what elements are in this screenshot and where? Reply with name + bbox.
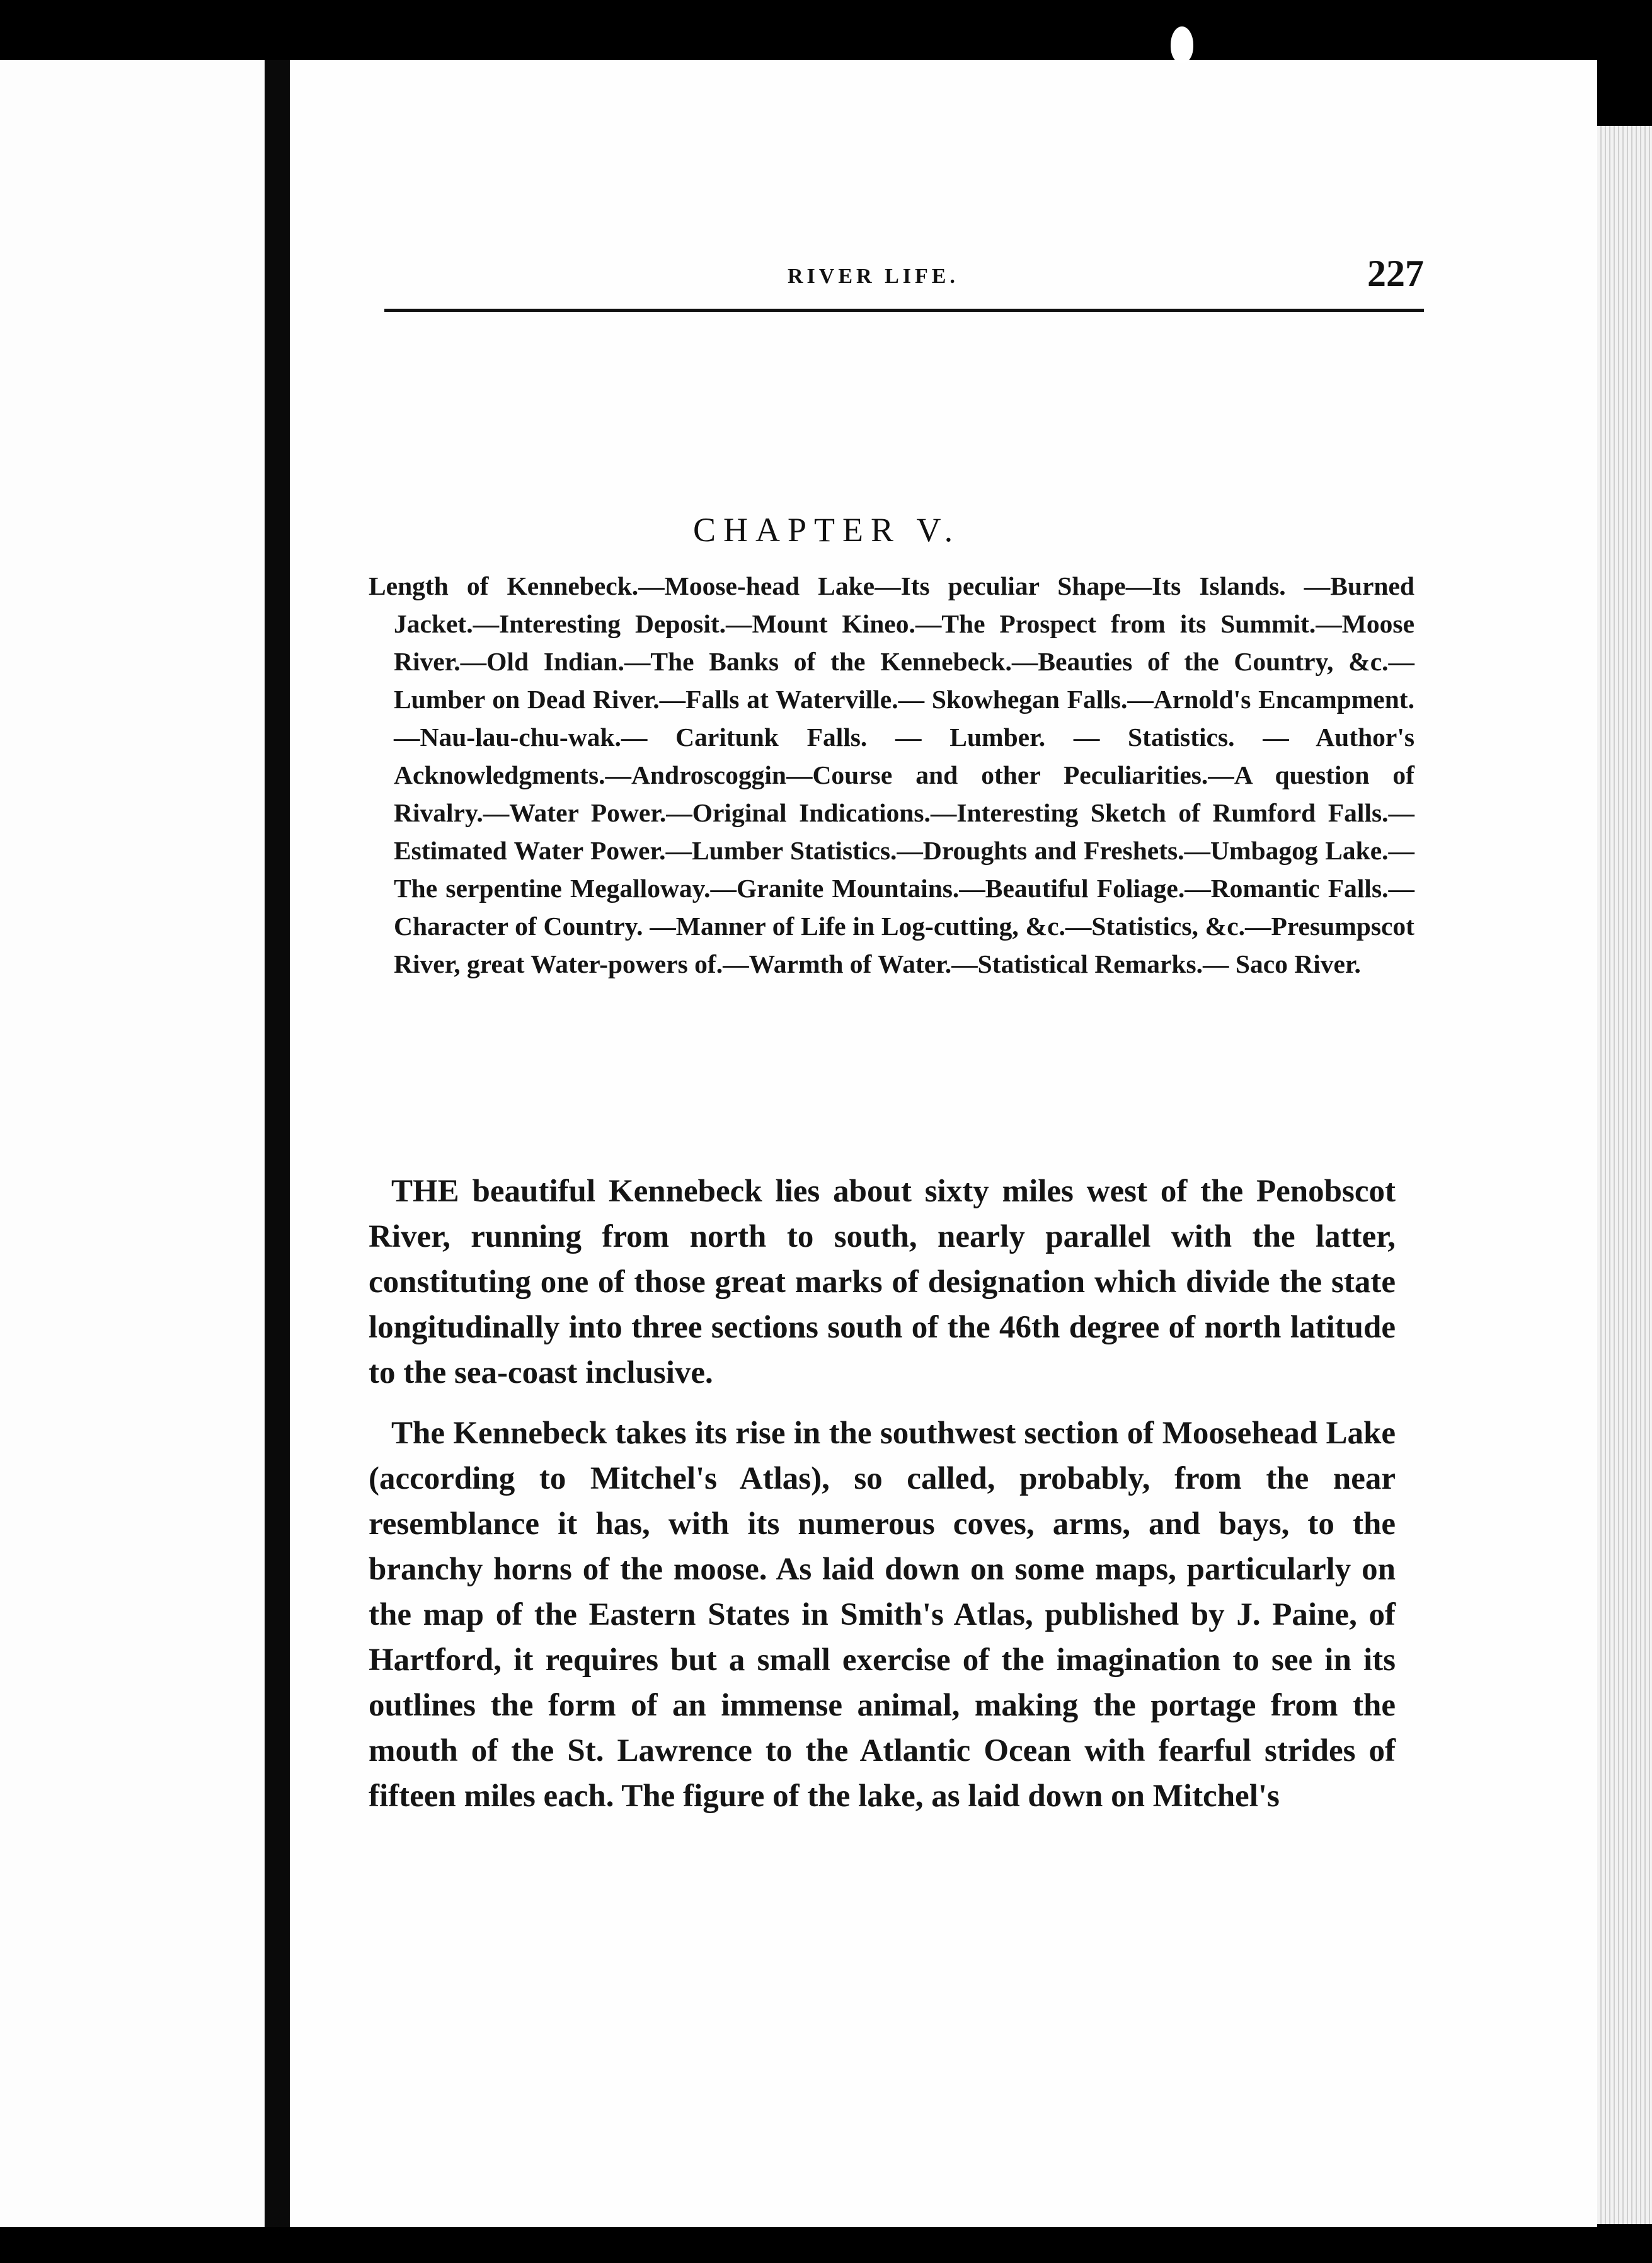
chapter-title: CHAPTER V. [693, 511, 961, 549]
chapter-synopsis: Length of Kennebeck.—Moose-head Lake—Its peculiar Shape—Its Islands. —Burned Jacket.—Interesting Deposit.—Mount Kineo.—The Prospect from its Summit.—Moose River.—Old Indian.—The Banks of the Kennebeck.—Beauties of the Country, &c.—Lumber on Dead River.—Falls at Waterville.— Skowhegan Falls.—Arnold's Encampment.—Nau-lau-chu-wak.— Caritunk Falls. — Lumber. — Statistics. — Author's Acknowledgments.—Androscoggin—Course and other Peculiarities.—A question of Rivalry.—Water Power.—Original Indications.—Interesting Sketch of Rumford Falls.—Estimated Water Power.—Lumber Statistics.—Droughts and Freshets.—Umbagog Lake.—The serpentine Megalloway.—Granite Mountains.—Beautiful Foliage.—Romantic Falls.—Character of Country. —Manner of Life in Log-cutting, &c.—Statistics, &c.—Presumpscot River, great Water-powers of.—Warmth of Water.—Statistical Remarks.— Saco River. [369, 571, 1414, 978]
running-head: RIVER LIFE. [788, 265, 959, 288]
paragraph: THE beautiful Kennebeck lies about sixty miles west of the Penobscot River, running from north to south, nearly parallel with the latter, constituting one of those great marks of designation which divide the state longitudinally into three sections south of the 46th degree of north latitude to the sea-coast inclusive. [369, 1174, 1396, 1390]
book-gutter [265, 60, 290, 2227]
body-text [369, 1169, 1396, 1834]
page-header [384, 246, 1424, 321]
paragraph: The Kennebeck takes its rise in the southwest section of Moosehead Lake (according to Mitchel's Atlas), so called, probably, from the near resemblance it has, with its numerous coves, arms, and bays, to the branchy horns of the moose. As laid down on some maps, particularly on the map of the Eastern States in Smith's Atlas, published by J. Paine, of Hartford, it requires but a small exercise of the imagination to see in its outlines the form of an immense animal, making the portage from the mouth of the St. Lawrence to the Atlantic Ocean with fearful strides of fifteen miles each. The figure of the lake, as laid down on Mitchel's [369, 1416, 1396, 1814]
book-page [290, 60, 1597, 2227]
facing-page [0, 60, 265, 2227]
page-edges [1597, 126, 1652, 2224]
scan-mark [1171, 26, 1193, 63]
header-rule [384, 309, 1424, 312]
page-number: 227 [1367, 253, 1424, 294]
